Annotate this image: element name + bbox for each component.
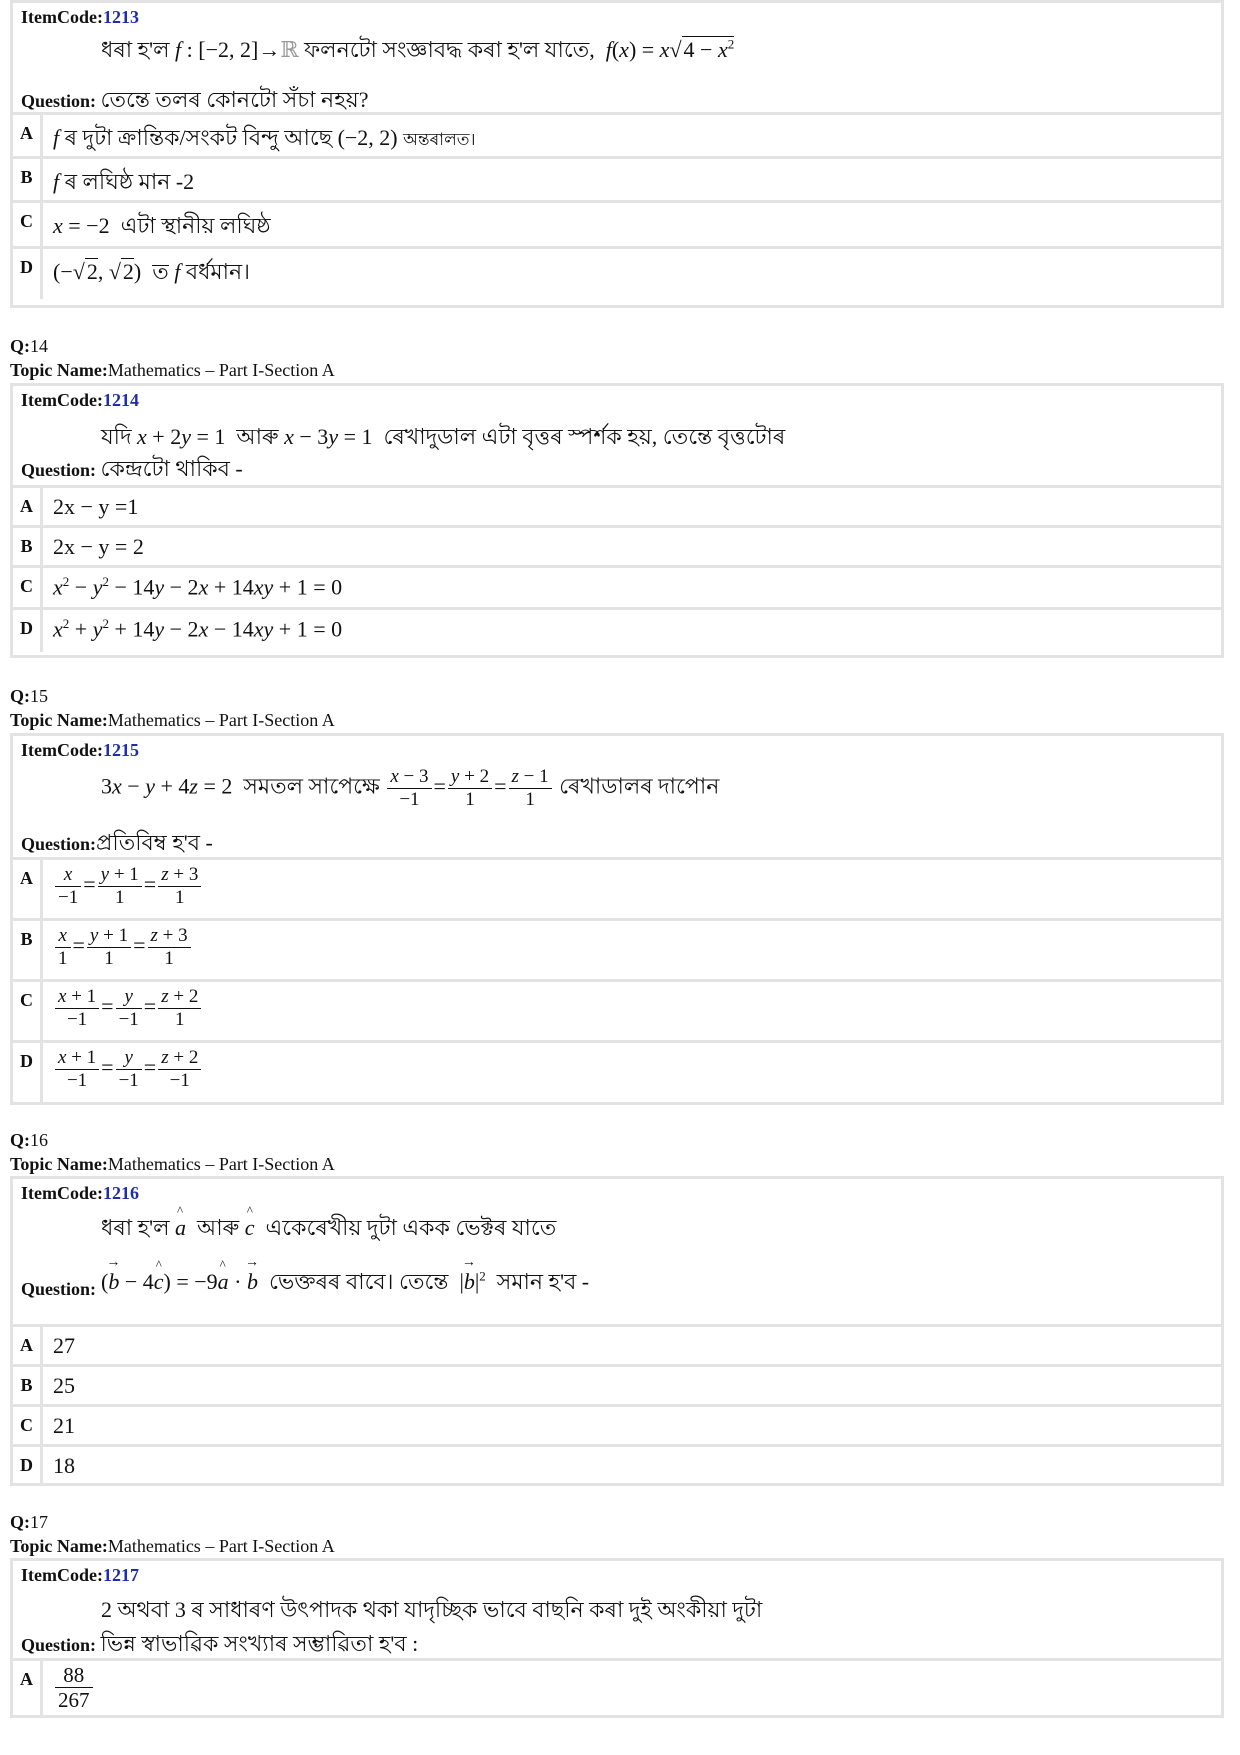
- question-text: ভিন্ন স্বাভাৱিক সংখ্যাৰ সম্ভাৱিতা হ'ব :: [100, 1631, 419, 1656]
- option-a[interactable]: A $\frac{x}{-1}$ = $\frac{y + 1}{1}$ = $\frac{z + 3}{1}$: [13, 860, 1221, 921]
- option-c[interactable]: C $x^2 - y^2 - 14y - 2x + 14xy + 1 = 0$: [13, 568, 1221, 610]
- question-card-1214: [10, 383, 1224, 658]
- option-a[interactable]: A f ৰ দুটা ক্রান্তিক/সংকট বিন্দু আছে (−2, 2) অন্তৰালত।: [13, 115, 1221, 159]
- item-code: ItemCode:1217: [21, 1565, 139, 1585]
- option-b[interactable]: B 25: [13, 1367, 1221, 1407]
- option-b[interactable]: B $\frac{x}{1}$ = $\frac{y + 1}{1}$ = $\frac{z + 3}{1}$: [13, 921, 1221, 982]
- question-text: প্ৰতিবিম্ব হ'ব -: [96, 830, 213, 855]
- option-c[interactable]: C 21: [13, 1407, 1221, 1447]
- question-stem: [13, 3, 1221, 115]
- question-stem: [13, 1561, 1221, 1661]
- option-c[interactable]: C x = −2 এটা স্থানীয় লঘিষ্ঠ: [13, 203, 1221, 249]
- option-c[interactable]: C $\frac{x + 1}{-1}$ = $\frac{y}{-1}$ = $\frac{z + 2}{1}$: [13, 982, 1221, 1043]
- stem-text: যদি x + 2y = 1 আৰু x − 3y = 1 ৰেখাদুডাল এটা বৃত্তৰ স্পৰ্শক হয়, তেন্তে বৃত্তটোৰ: [101, 424, 786, 449]
- question-header-16: Q:16 Topic Name:Mathematics – Part I-Section A: [10, 1130, 335, 1174]
- option-d[interactable]: D $x^2 + y^2 + 14y - 2x - 14xy + 1 = 0$: [13, 610, 1221, 652]
- question-stem: [13, 1179, 1221, 1327]
- item-code: ItemCode:1216: [21, 1183, 139, 1203]
- question-card-1217: [10, 1558, 1224, 1718]
- stem-text: ধৰা হ'ল f : [−2, 2]→ℝ ফলনটো সংজ্ঞাবদ্ধ কৰা হ'ল যাতে, $f(x) = x√4 - x^2$: [101, 36, 735, 62]
- question-label: Question: কেন্দ্ৰটো থাকিব -: [21, 456, 243, 481]
- question-header-14: Q:14 Topic Name:Mathematics – Part I-Section A: [10, 336, 335, 380]
- stem-text: ধৰা হ'ল ^ a আৰু ^ c একেৰেখীয় দুটা একক ভেক্টৰ যাতে: [101, 1211, 556, 1248]
- question-label: Question:: [21, 1279, 97, 1299]
- question-label: Question:প্ৰতিবিম্ব হ'ব -: [21, 830, 213, 855]
- option-a[interactable]: A $\frac{88}{267}$: [13, 1661, 1221, 1715]
- option-b[interactable]: B 2x − y = 2: [13, 528, 1221, 568]
- question-text: কেন্দ্ৰটো থাকিব -: [100, 456, 243, 481]
- stem-text: 3x − y + 4z = 2 সমতল সাপেক্ষে $\frac{x - 3}{-1}$ = $\frac{y + 2}{1}$ = $\frac{z - 1}{1}$ ৰেখাডালৰ দাপোন: [101, 766, 720, 810]
- question-text: তেন্তে তলৰ কোনটো সঁচা নহয়?: [100, 87, 369, 112]
- stem-text: 2 অথবা 3 ৰ সাধাৰণ উৎপাদক থকা যাদৃচ্ছিক ভাবে বাছনি কৰা দুই অংকীয়া দুটা: [101, 1597, 763, 1622]
- option-a[interactable]: A 2x − y =1: [13, 488, 1221, 528]
- option-d[interactable]: D 18: [13, 1447, 1221, 1483]
- item-code: ItemCode:1215: [21, 740, 139, 760]
- question-card-1215: [10, 733, 1224, 1105]
- question-header-17: Q:17 Topic Name:Mathematics – Part I-Section A: [10, 1512, 335, 1556]
- option-d[interactable]: D $\frac{x + 1}{-1}$ = $\frac{y}{-1}$ = $\frac{z + 2}{-1}$: [13, 1043, 1221, 1102]
- option-d[interactable]: D (−√2, √2) ত f বৰ্ধমান।: [13, 249, 1221, 299]
- question-stem: [13, 386, 1221, 488]
- question-card-1216: [10, 1176, 1224, 1486]
- question-card-1213: [10, 0, 1224, 308]
- question-label: Question: ভিন্ন স্বাভাৱিক সংখ্যাৰ সম্ভাৱিতা হ'ব :: [21, 1631, 419, 1656]
- option-b[interactable]: B f ৰ লঘিষ্ঠ মান -2: [13, 159, 1221, 203]
- option-a[interactable]: A 27: [13, 1327, 1221, 1367]
- item-code: ItemCode:1213: [21, 7, 139, 27]
- question-label: Question: তেন্তে তলৰ কোনটো সঁচা নহয়?: [21, 87, 369, 112]
- item-code: ItemCode:1214: [21, 390, 139, 410]
- question-header-15: Q:15 Topic Name:Mathematics – Part I-Section A: [10, 686, 335, 730]
- question-stem: [13, 736, 1221, 860]
- question-text: (→ b − 4^ c) = −9^ a · → b ভেক্তৰৰ বাবে। তেন্তে |→ $b|^2$ সমান হ'ব -: [101, 1265, 589, 1302]
